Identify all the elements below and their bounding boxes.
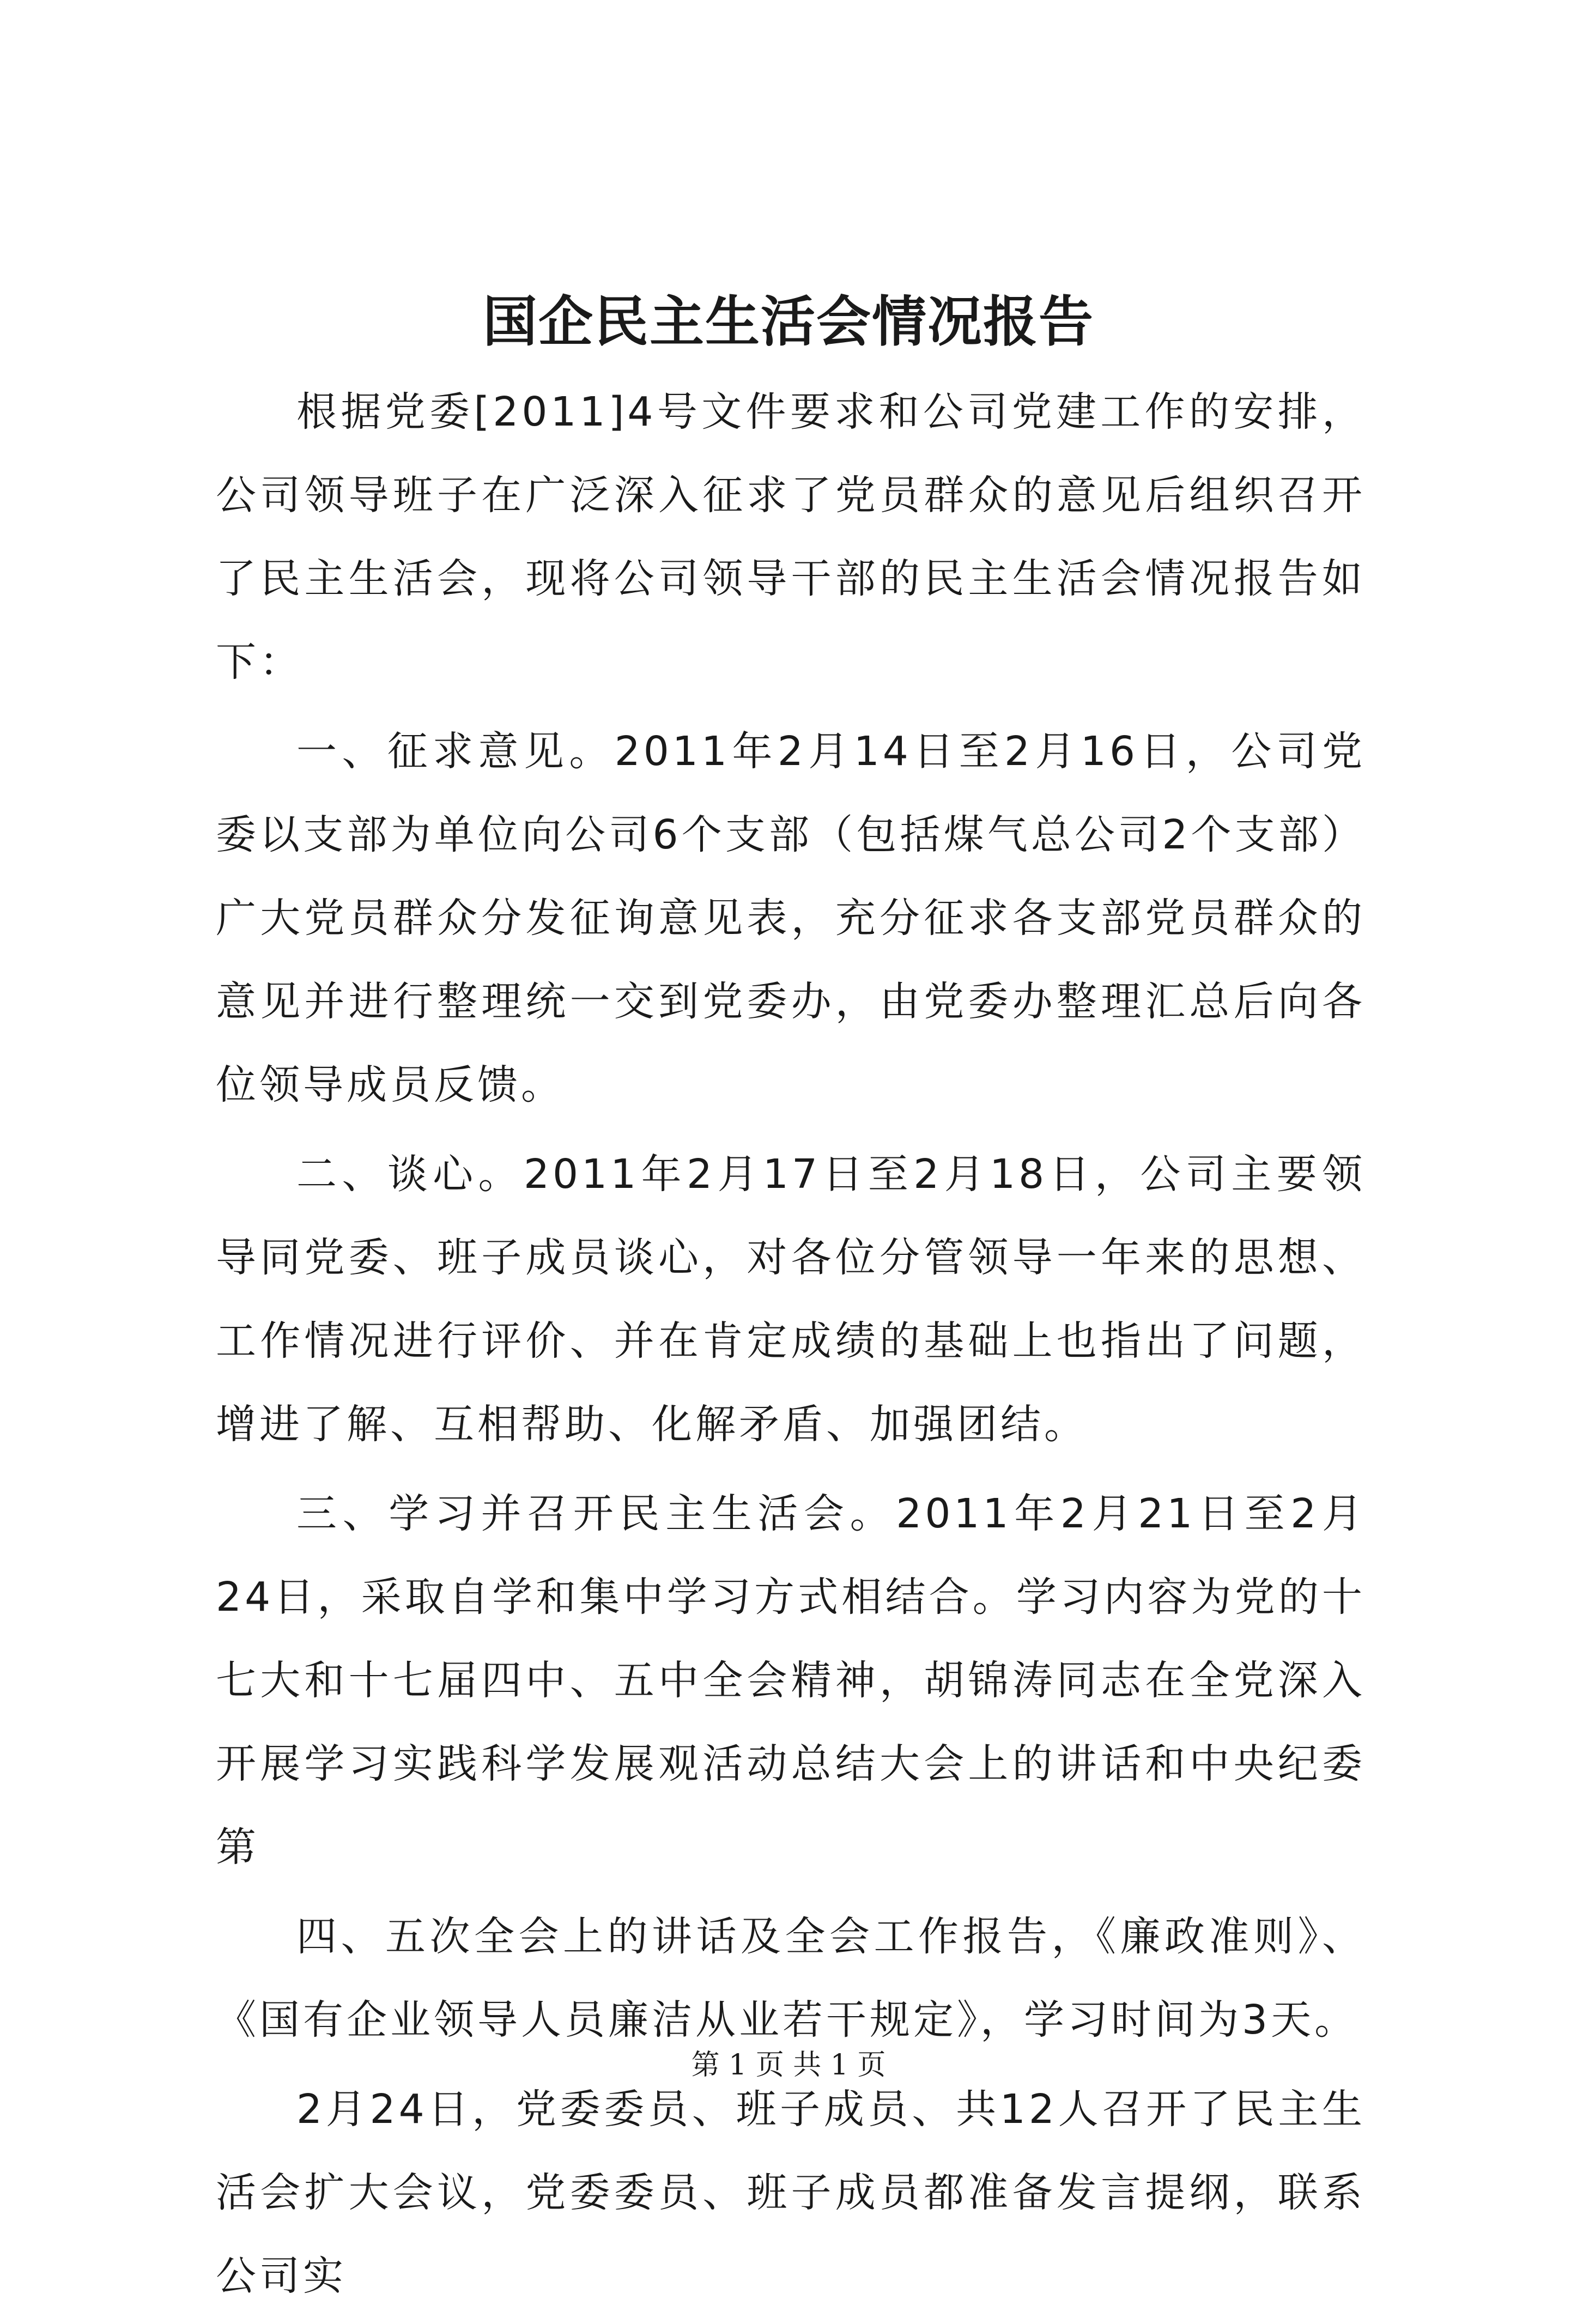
paragraph-section-3: 三、学习并召开民主生活会。2011年2月21日至2月24日，采取自学和集中学习方式相结合。学习内容为党的十七大和十七届四中、五中全会精神，胡锦涛同志在全党深入开展学习实践科学发展观活动总结大会上的讲话和中央纪委第	[216, 1490, 1366, 1871]
paragraph-section-2: 二、谈心。2011年2月17日至2月18日，公司主要领导同党委、班子成员谈心，对各位分管领导一年来的思想、工作情况进行评价、并在肯定成绩的基础上也指出了问题，增进了解、互相帮助、化解矛盾、加强团结。	[216, 1151, 1366, 1448]
paragraph-meeting: 2月24日，党委委员、班子成员、共12人召开了民主生活会扩大会议，党委委员、班子成员都准备发言提纲，联系公司实	[216, 2086, 1366, 2299]
document-title: 国企民主生活会情况报告	[483, 289, 1094, 354]
document-body	[216, 371, 1366, 2324]
paragraph-section-4: 四、五次全会上的讲话及全会工作报告，《廉政准则》、《国有企业领导人员廉洁从业若干规定》，学习时间为3天。	[216, 1913, 1366, 2043]
paragraph-intro: 根据党委[2011]4号文件要求和公司党建工作的安排，公司领导班子在广泛深入征求了党员群众的意见后组织召开了民主生活会，现将公司领导干部的民主生活会情况报告如下：	[216, 389, 1366, 685]
page-number-footer: 第 1 页 共 1 页	[691, 2049, 886, 2082]
paragraph-section-1: 一、征求意见。2011年2月14日至2月16日，公司党委以支部为单位向公司6个支部（包括煤气总公司2个支部）广大党员群众分发征询意见表，充分征求各支部党员群众的意见并进行整理统一交到党委办，由党委办整理汇总后向各位领导成员反馈。	[216, 728, 1366, 1108]
